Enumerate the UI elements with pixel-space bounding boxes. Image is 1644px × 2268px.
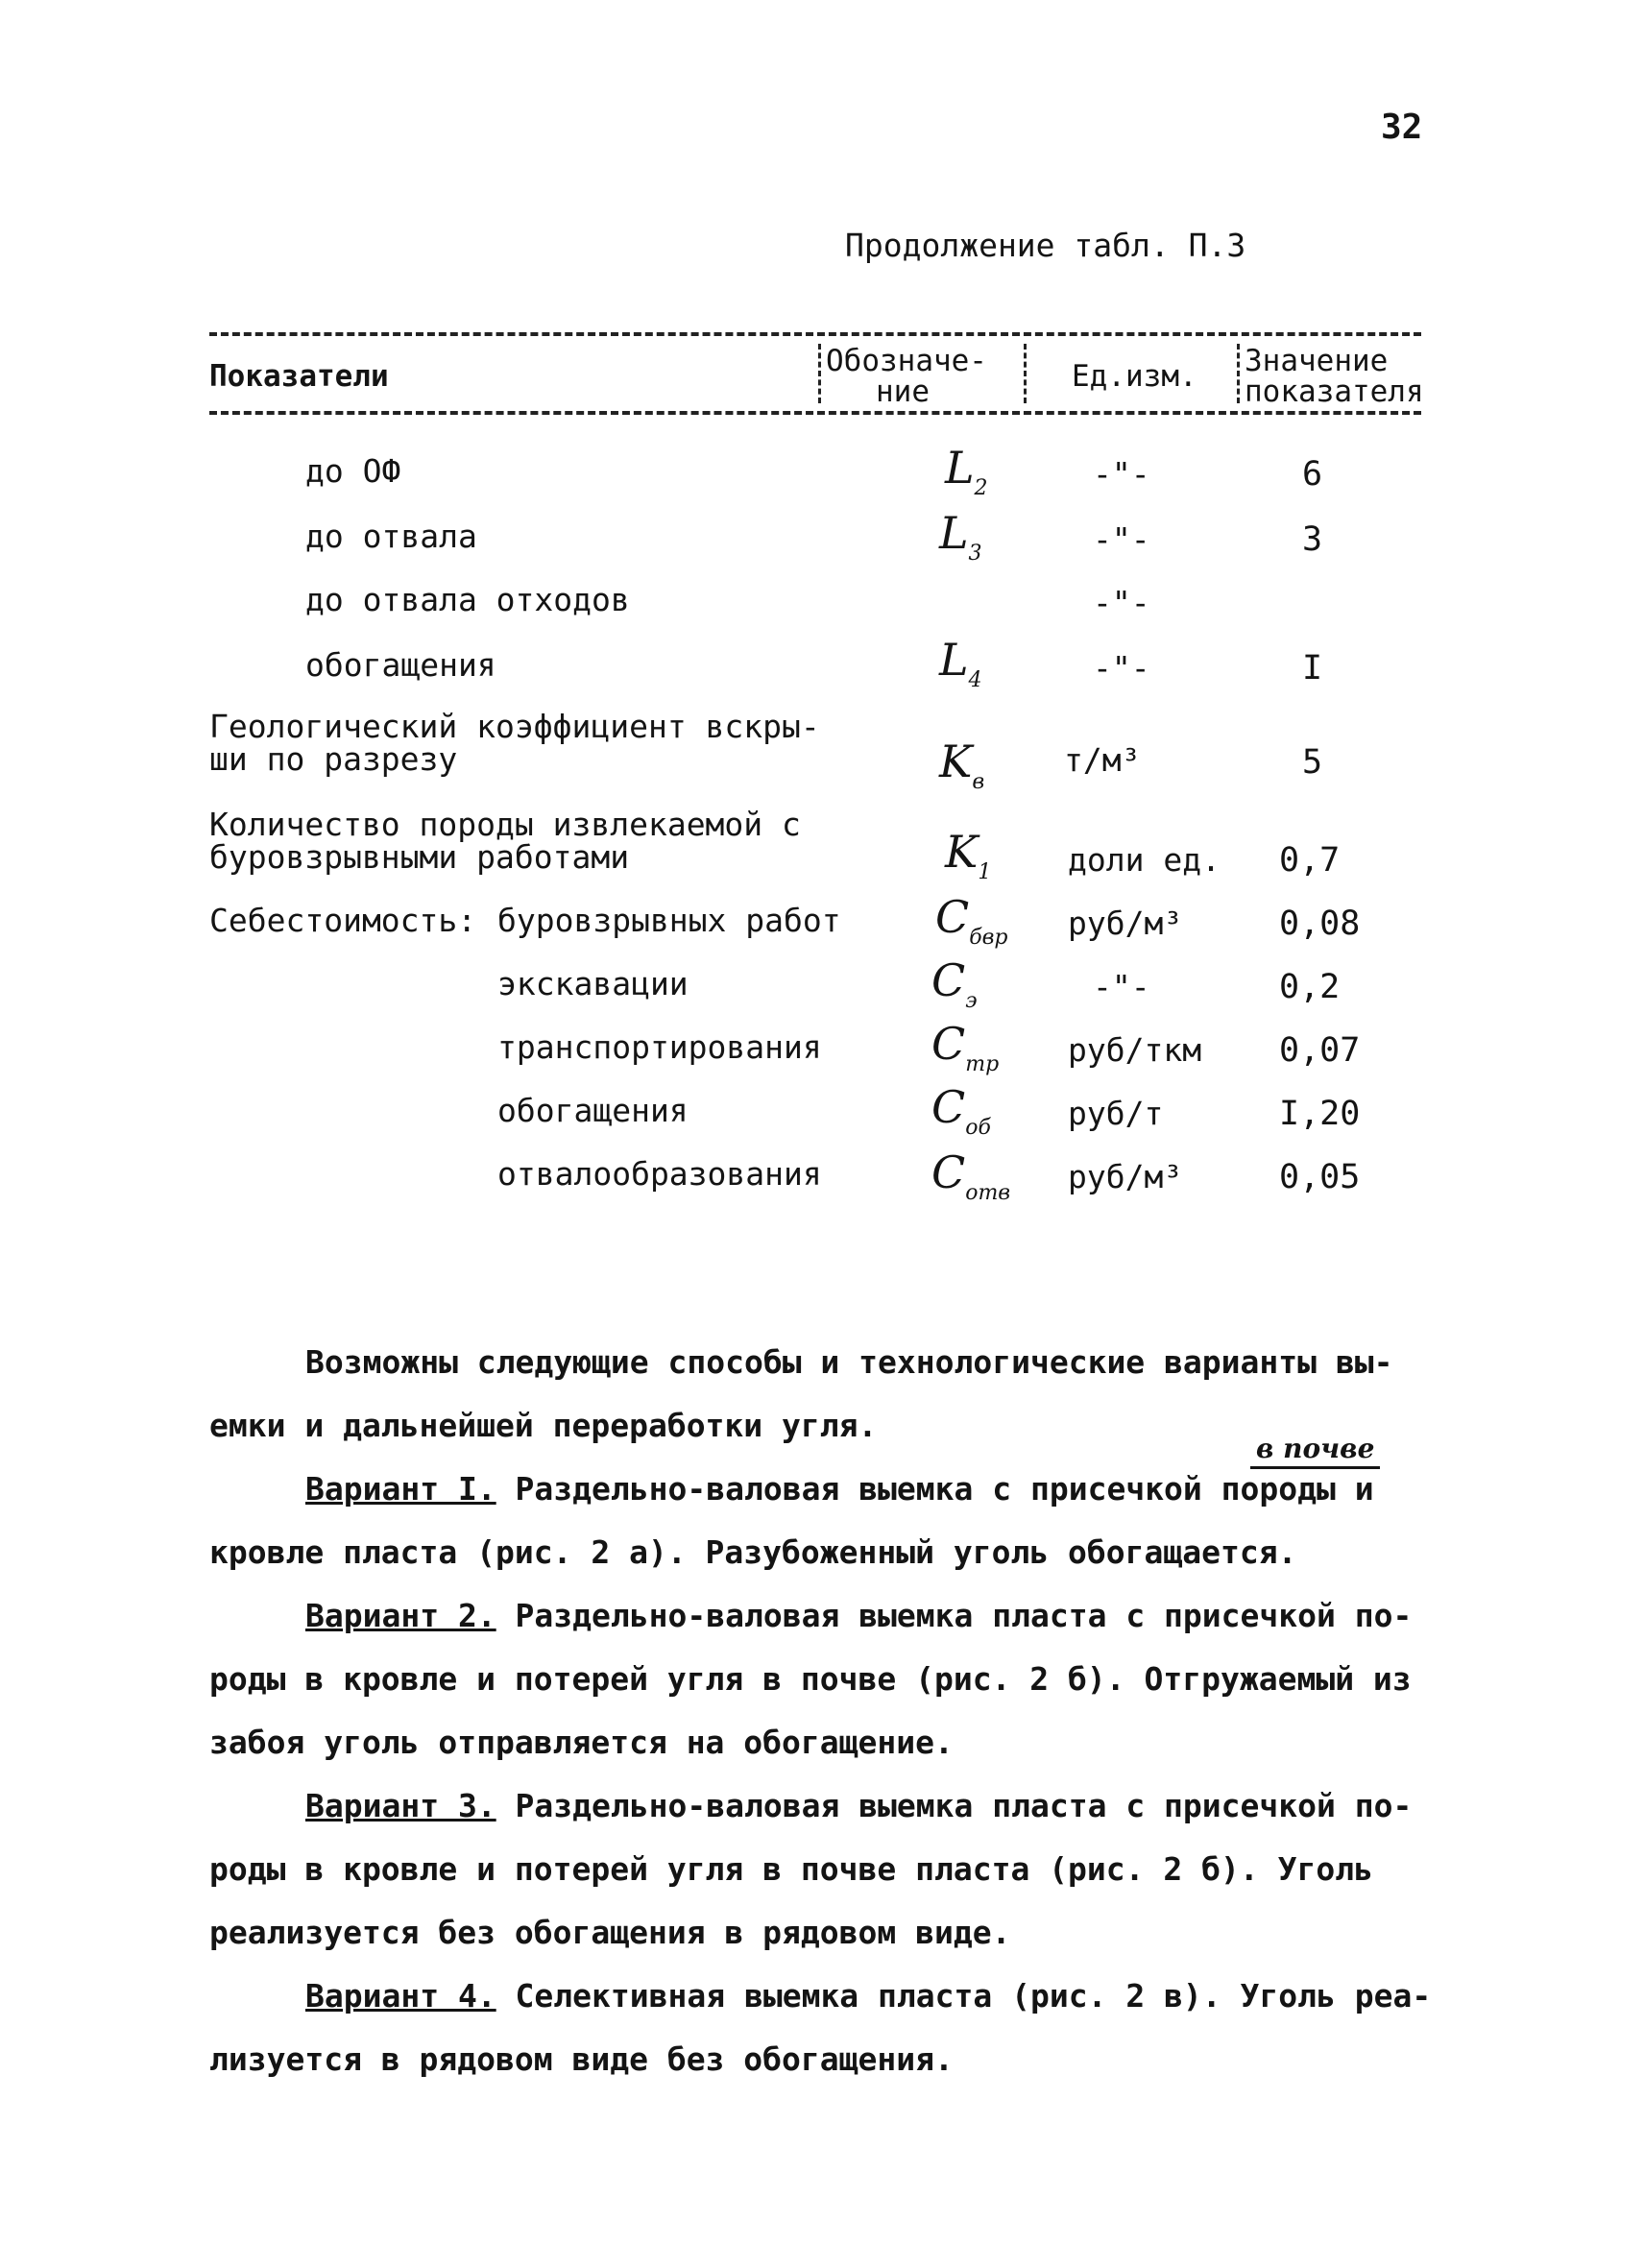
row-value: 0,05 (1279, 1158, 1361, 1196)
row-unit: -"- (1093, 455, 1150, 493)
table-caption: Продолжение табл. П.3 (845, 227, 1246, 264)
row-label: до ОФ (305, 452, 401, 490)
row-value: 0,08 (1279, 905, 1361, 943)
row-label: Количество породы извлекаемой с (209, 806, 801, 843)
row-label: буровзрывных работ (497, 902, 841, 939)
row-label: экскавации (497, 965, 689, 1002)
row-symbol: $K_1$ (945, 826, 992, 884)
row-value: 0,7 (1279, 841, 1341, 880)
row-symbol: $K_в$ (939, 736, 985, 794)
column-separator (1024, 344, 1027, 403)
row-value: 0,07 (1279, 1031, 1361, 1070)
variant-1-line: кровле пласта (рис. 2 а). Разубоженный уголь обогащается. (209, 1533, 1297, 1571)
row-symbol: $C_{бвр}$ (935, 891, 1008, 950)
header-designation-1: Обозначе- (826, 344, 987, 378)
variant-3-line: реализуется без обогащения в рядовом виде. (209, 1914, 1011, 1951)
variant-4-line: Вариант 4. Селективная выемка пласта (рис. 2 в). Уголь реа- (305, 1977, 1432, 2015)
variant-3-line: Вариант 3. Раздельно-валовая выемка пласта с присечкой по- (305, 1787, 1413, 1824)
row-symbol: $C_{об}$ (931, 1081, 991, 1140)
row-symbol: $C_{отв}$ (931, 1146, 1011, 1205)
row-unit: руб/м³ (1068, 1158, 1183, 1195)
row-unit: -"- (1093, 649, 1150, 687)
row-unit: руб/т (1068, 1095, 1164, 1132)
intro-line: емки и дальнейшей переработки угля. (209, 1407, 878, 1444)
table-top-rule (209, 332, 1421, 336)
row-label: буровзрывными работами (209, 838, 630, 876)
page-number: 32 (1381, 108, 1423, 147)
row-value: 3 (1302, 520, 1323, 559)
row-symbol: $C_{тр}$ (931, 1018, 1000, 1076)
variant-1-line: Вариант I. Раздельно-валовая выемка с присечкой породы и (305, 1470, 1374, 1508)
variant-2-line: забоя уголь отправляется на обогащение. (209, 1724, 954, 1761)
row-label: транспортирования (497, 1028, 822, 1066)
row-unit: руб/ткм (1068, 1031, 1202, 1069)
row-unit: -"- (1093, 968, 1150, 1005)
row-unit: доли ед. (1068, 841, 1221, 879)
variant-4-line: лизуется в рядовом виде без обогащения. (209, 2040, 954, 2078)
row-value: 0,2 (1279, 968, 1341, 1006)
intro-line: Возможны следующие способы и технологические варианты вы- (305, 1343, 1393, 1381)
row-symbol: $L_2$ (945, 442, 988, 500)
row-value: I,20 (1279, 1095, 1361, 1133)
column-separator (818, 344, 821, 403)
row-unit: руб/м³ (1068, 905, 1183, 942)
table-header-rule (209, 411, 1421, 415)
variant-2-line: Вариант 2. Раздельно-валовая выемка пласта с присечкой по- (305, 1597, 1413, 1634)
row-value: 5 (1302, 743, 1323, 782)
row-unit: т/м³ (1064, 741, 1141, 779)
row-label: Геологический коэффициент вскры- (209, 708, 820, 745)
handwritten-insert: в почве (1250, 1433, 1380, 1469)
row-symbol: $C_э$ (931, 954, 978, 1013)
row-unit: -"- (1093, 584, 1150, 621)
row-symbol: $L_3$ (939, 507, 982, 566)
row-value: 6 (1302, 455, 1323, 494)
header-designation-2: ние (876, 374, 930, 409)
row-symbol: $L_4$ (939, 634, 982, 692)
header-indicators: Показатели (209, 359, 389, 394)
row-unit: -"- (1093, 520, 1150, 558)
row-value: I (1302, 649, 1323, 688)
row-label: обогащения (305, 646, 496, 684)
row-label: отвалообразования (497, 1155, 822, 1193)
row-label: ши по разрезу (209, 740, 458, 778)
variant-3-line: роды в кровле и потерей угля в почве пласта (рис. 2 б). Уголь (209, 1850, 1373, 1888)
variant-2-line: роды в кровле и потерей угля в почве (рис. 2 б). Отгружаемый из (209, 1660, 1412, 1698)
row-label-prefix: Себестоимость: (209, 902, 477, 939)
column-separator (1237, 344, 1240, 403)
header-value-1: Значение (1245, 344, 1389, 378)
row-label: до отвала (305, 518, 477, 555)
row-label: до отвала отходов (305, 581, 630, 618)
row-label: обогащения (497, 1092, 689, 1129)
header-value-2: показателя (1245, 374, 1424, 409)
header-unit: Ед.изм. (1072, 359, 1197, 394)
